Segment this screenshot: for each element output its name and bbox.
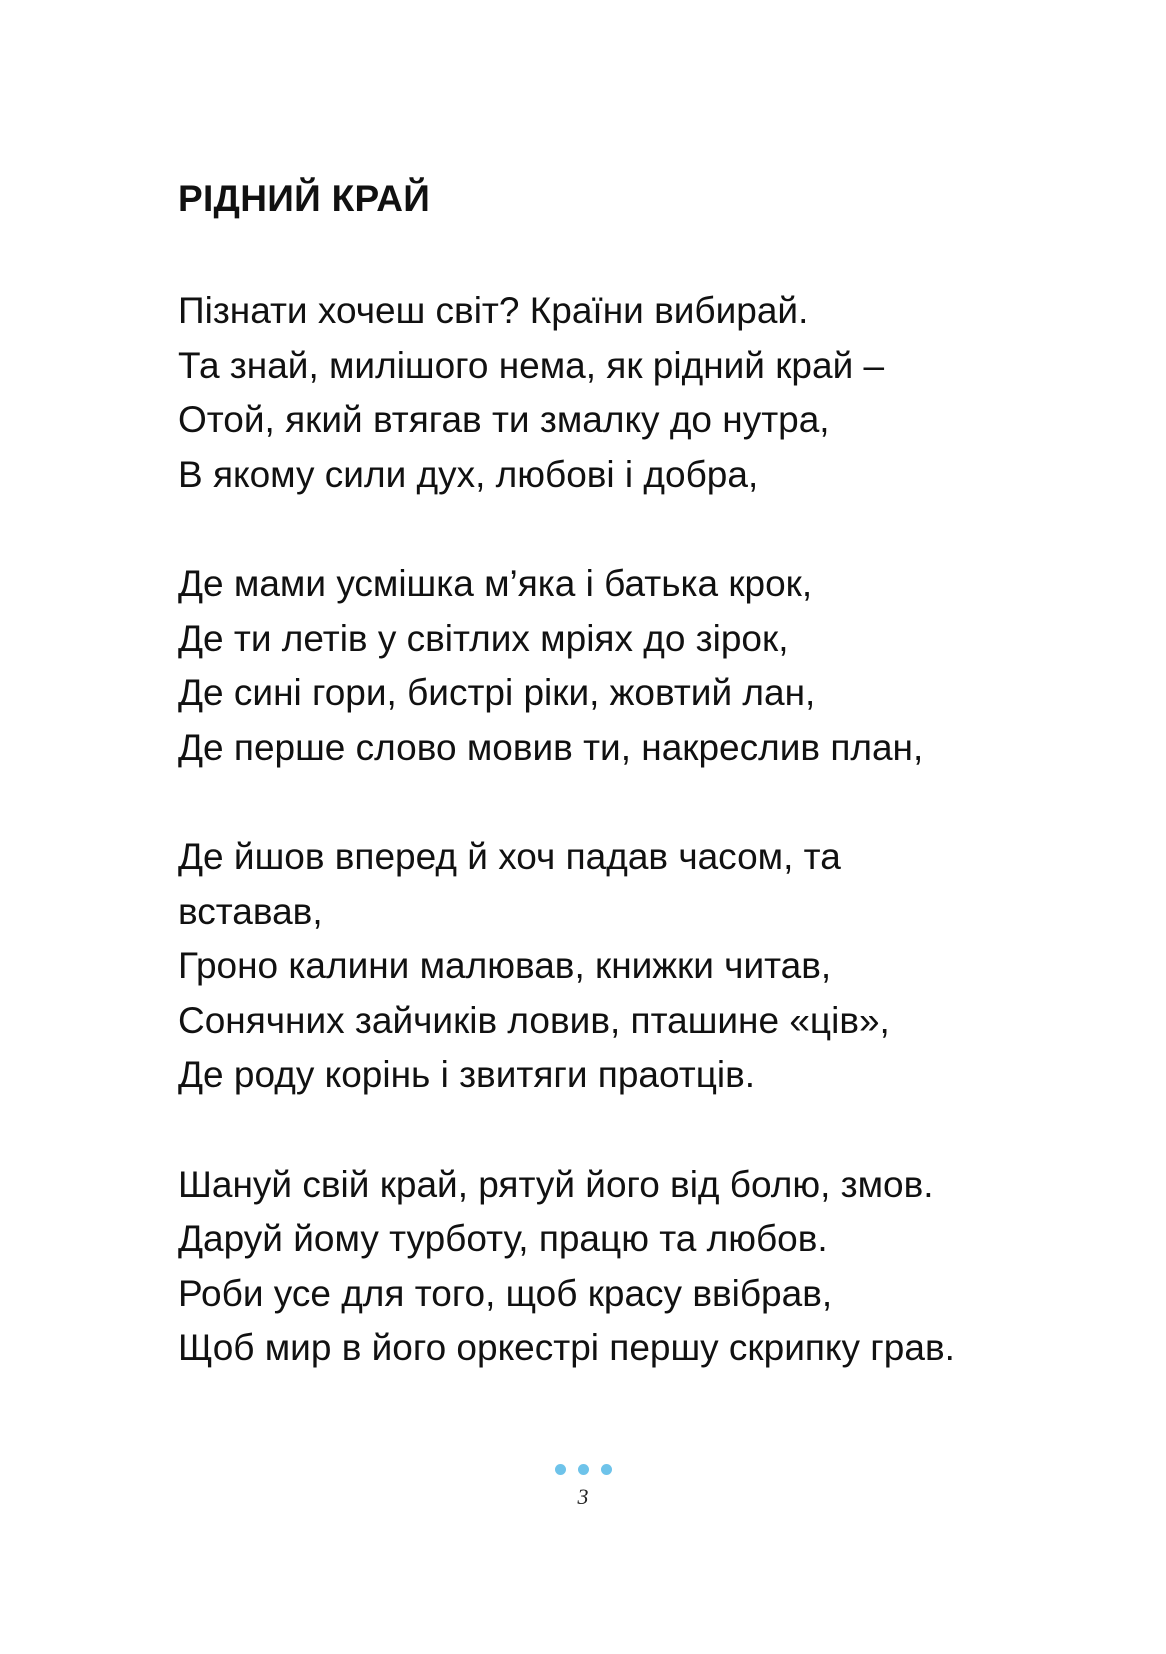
dot-icon [555,1464,566,1475]
poem-line: Роби усе для того, щоб красу ввібрав, [178,1272,833,1314]
poem-line: Де мами усмішка м’яка і батька крок, [178,563,813,604]
poem-line: Даруй йому турботу, працю та любов. [178,1218,828,1259]
dot-icon [601,1464,612,1475]
poem-line: вставав, [178,890,323,932]
poem-line: Де ти летів у світлих мріях до зірок, [178,617,789,659]
poem-line: Де роду корінь і звитяги праотців. [178,1054,756,1095]
page-number: 3 [577,1484,589,1509]
poem-line: Де перше слово мовив ти, накреслив план, [178,726,924,768]
poem-body [178,284,1078,1431]
stanza-3 [178,830,1078,1103]
page-footer [0,1464,1166,1510]
decorative-dots-icon [0,1464,1166,1476]
poem-line: Отой, який втягав ти змалку до нутра, [178,399,830,440]
poem-line: Гроно калини малював, книжки читав, [178,945,832,986]
poem-line: Де сині гори, бистрі ріки, жовтий лан, [178,672,816,713]
poem-line: В якому сили дух, любові і добра, [178,453,759,495]
poem-line: Шануй свій край, рятуй його від болю, змов. [178,1163,934,1205]
poem-line: Щоб мир в його оркестрі першу скрипку грав. [178,1327,955,1368]
dot-icon [578,1464,589,1475]
poem-line: Та знай, милішого нема, як рідний край – [178,344,885,386]
stanza-1 [178,284,1078,502]
poem-line: Пізнати хочеш світ? Країни вибирай. [178,290,809,331]
stanza-4 [178,1158,1078,1376]
poem-line: Де йшов вперед й хоч падав часом, та [178,836,841,877]
poem-title: РІДНИЙ КРАЙ [178,178,431,219]
stanza-2 [178,557,1078,775]
poem-line: Сонячних зайчиків ловив, пташине «ців», [178,999,890,1041]
